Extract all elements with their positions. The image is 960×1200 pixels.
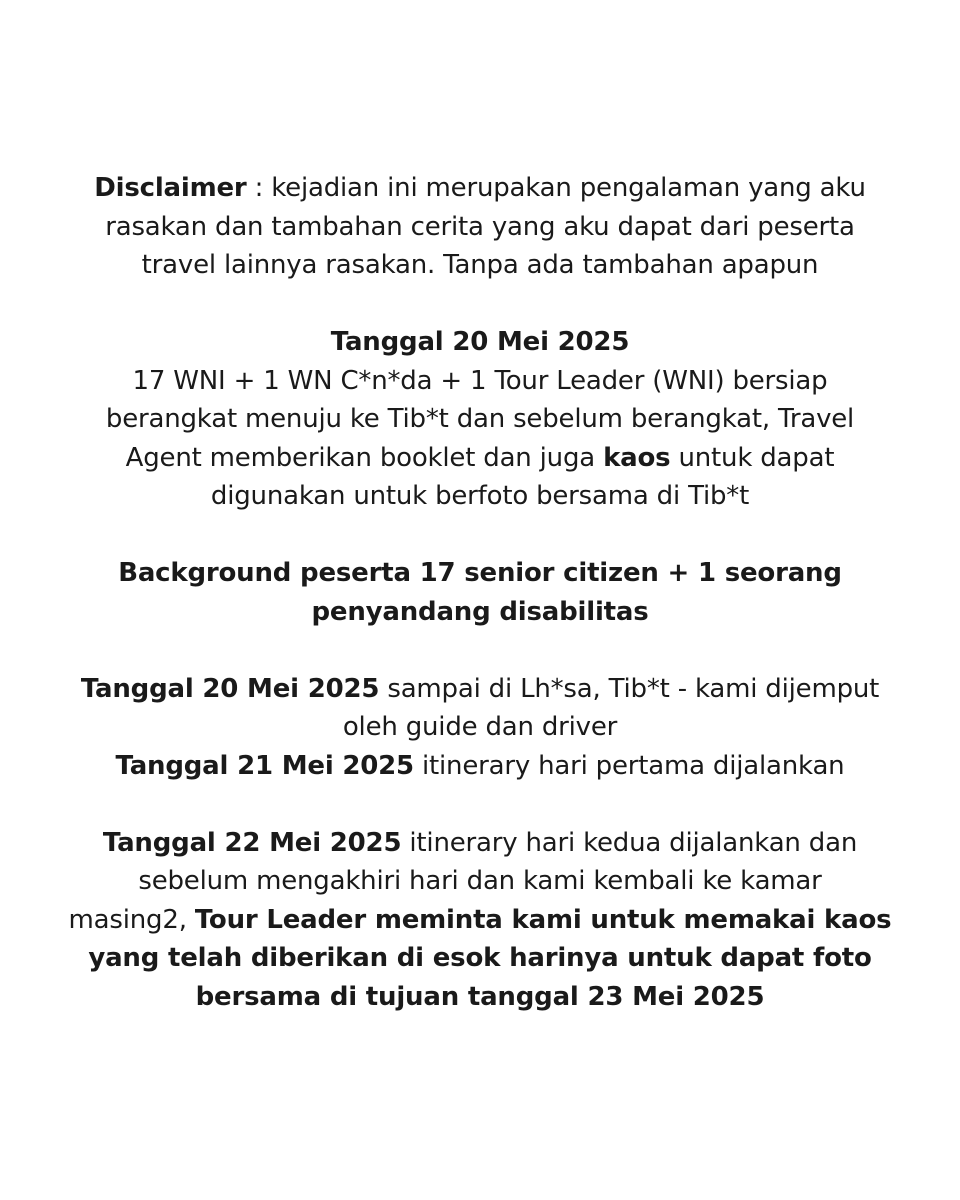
day1-line-1: 17 WNI + 1 WN C*n*da + 1 Tour Leader (WNI) bersiap [132, 365, 828, 396]
day3-line-1: Tanggal 22 Mei 2025 itinerary hari kedua dijalankan dan [102, 827, 858, 858]
disclaimer-line-3: travel lainnya rasakan. Tanpa ada tambahan apapun [141, 250, 819, 280]
day1-paragraph [0, 323, 960, 516]
arrival-line-2: oleh guide dan driver [342, 712, 618, 742]
disclaimer-paragraph [0, 169, 960, 285]
background-paragraph [0, 554, 960, 631]
day1-line-4: digunakan untuk berfoto bersama di Tib*t [210, 481, 750, 511]
day1-line-3: Agent memberikan booklet dan juga kaos untuk dapat [125, 442, 835, 473]
day3-paragraph [0, 824, 960, 1017]
day3-line-2: sebelum mengakhiri hari dan kami kembali ke kamar [138, 866, 822, 896]
arrival-paragraph [0, 670, 960, 786]
day3-line-3: masing2, Tour Leader meminta kami untuk memakai kaos [68, 904, 892, 935]
disclaimer-line-2: rasakan dan tambahan cerita yang aku dapat dari peserta [105, 211, 855, 242]
arrival-date-1: Tanggal 20 Mei 2025 [80, 673, 380, 704]
arrival-line-1: Tanggal 20 Mei 2025 sampai di Lh*sa, Tib*t - kami dijemput [80, 673, 880, 704]
background-line-1: Background peserta 17 senior citizen + 1 seorang [118, 558, 842, 588]
arrival-date-2: Tanggal 21 Mei 2025 [115, 750, 414, 781]
day1-heading: Tanggal 20 Mei 2025 [330, 327, 630, 357]
arrival-line-3: Tanggal 21 Mei 2025 itinerary hari pertama dijalankan [115, 750, 845, 781]
disclaimer-line-1: Disclaimer : kejadian ini merupakan pengalaman yang aku [94, 173, 866, 203]
disclaimer-label: Disclaimer [94, 173, 247, 203]
document-body [0, 169, 960, 1055]
kaos-emphasis: kaos [603, 442, 671, 473]
day1-line-2: berangkat menuju ke Tib*t dan sebelum berangkat, Travel [105, 404, 855, 434]
background-line-2: penyandang disabilitas [311, 596, 649, 627]
day3-date: Tanggal 22 Mei 2025 [102, 827, 402, 858]
day3-line-5: bersama di tujuan tanggal 23 Mei 2025 [195, 981, 765, 1012]
day3-line-4: yang telah diberikan di esok harinya untuk dapat foto [88, 943, 872, 973]
tour-leader-emphasis: Tour Leader meminta kami untuk memakai kaos [194, 904, 892, 935]
